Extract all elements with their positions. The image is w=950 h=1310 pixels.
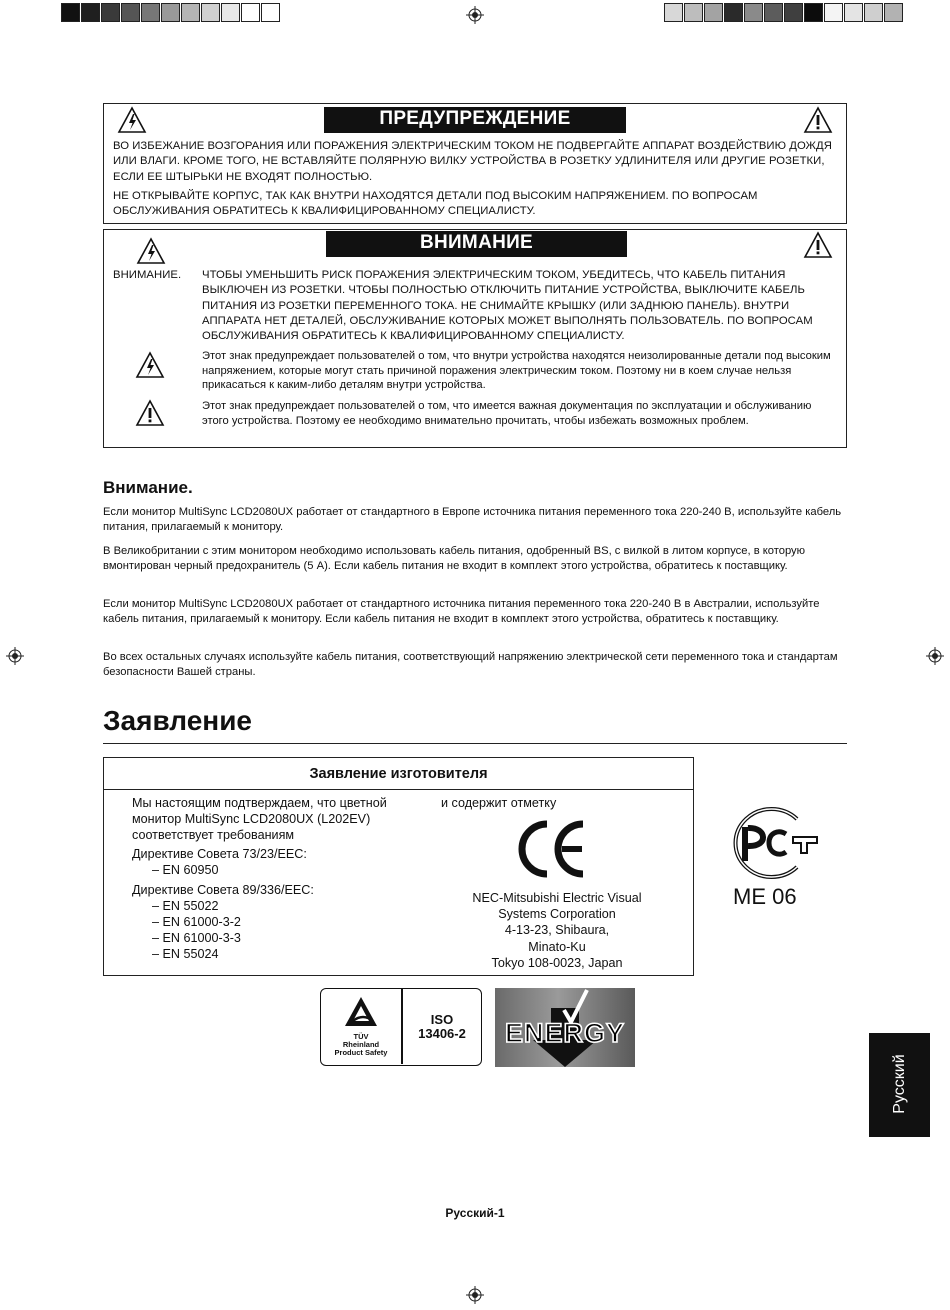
- company-address: [444, 890, 670, 971]
- calibration-swatch: [664, 3, 683, 22]
- declaration-box-divider: [104, 789, 693, 790]
- company-line: Tokyo 108-0023, Japan: [491, 955, 623, 970]
- calibration-swatch: [261, 3, 280, 22]
- warning-box: [103, 103, 847, 224]
- calibration-swatch: [884, 3, 903, 22]
- company-line: 4-13-23, Shibaura,: [504, 923, 610, 938]
- calibration-swatch: [241, 3, 260, 22]
- tuv-text: [321, 1033, 401, 1057]
- calibration-swatch: [804, 3, 823, 22]
- calibration-swatch: [684, 3, 703, 22]
- ce-mark-icon: [516, 818, 588, 880]
- high-voltage-warning-icon: [117, 106, 147, 134]
- calibration-swatch: [81, 3, 100, 22]
- declaration-intro: Мы настоящим подтверждаем, что цветной монитор MultiSync LCD2080UX (L202EV) соответствует требованиям: [132, 796, 387, 843]
- calibration-swatch: [864, 3, 883, 22]
- caution-title: ВНИМАНИЕ: [326, 231, 627, 257]
- caution-label: ВНИМАНИЕ.: [113, 269, 182, 281]
- tuv-triangle-icon: [343, 995, 379, 1029]
- tuv-line: Product Safety: [334, 1048, 388, 1057]
- tuv-line: Rheinland: [342, 1040, 380, 1049]
- warning-paragraph-1: ВО ИЗБЕЖАНИЕ ВОЗГОРАНИЯ ИЛИ ПОРАЖЕНИЯ ЭЛЕКТРИЧЕСКИМ ТОКОМ НЕ ПОДВЕРГАЙТЕ АППАРАТ ВОЗДЕЙСТВИЮ ДОЖДЯ ИЛИ ВЛАГИ. КРОМЕ ТОГО, НЕ ВСТАВЛЯЙТЕ ПОЛЯРНУЮ ВИЛКУ УСТРОЙСТВА В РОЗЕТКУ УДЛИНИТЕЛЯ ИЛИ ДРУГИЕ РОЗЕТКИ, ЕСЛИ ЕЕ ШТЫРЬКИ НЕ ВХОДЯТ ПОЛНОСТЬЮ.: [113, 140, 832, 183]
- rst-certification-icon: [723, 805, 819, 881]
- directive-2-standard: – EN 55022: [152, 899, 219, 913]
- declaration-box-title: Заявление изготовителя: [309, 766, 488, 782]
- company-line: NEC-Mitsubishi Electric Visual: [472, 891, 642, 905]
- manufacturer-declaration-box: [103, 757, 694, 976]
- directive-2-standard: – EN 61000-3-2: [152, 915, 241, 929]
- calibration-swatch: [784, 3, 803, 22]
- directive-2: Директиве Совета 89/336/EEC:: [132, 883, 314, 897]
- attention-paragraph-4: Во всех остальных случаях используйте кабель питания, соответствующий напряжению электрической сети переменного тока и стандартам безопасности Вашей страны.: [103, 651, 838, 678]
- directive-2-standard: – EN 55024: [152, 947, 219, 961]
- exclamation-symbol-icon: [135, 399, 165, 427]
- tuv-line: TÜV: [353, 1032, 369, 1041]
- company-line: Minato-Ku: [528, 939, 586, 954]
- registration-mark-top: [466, 6, 484, 24]
- calibration-swatch: [121, 3, 140, 22]
- calibration-swatch: [844, 3, 863, 22]
- exclamation-warning-icon: [803, 106, 833, 134]
- warning-paragraph-2: НЕ ОТКРЫВАЙТЕ КОРПУС, ТАК КАК ВНУТРИ НАХОДЯТСЯ ДЕТАЛИ ПОД ВЫСОКИМ НАПРЯЖЕНИЕМ. ПО ВОПРОСАМ ОБСЛУЖИВАНИЯ ОБРАТИТЕСЬ К КВАЛИФИЦИРОВАННОМУ СПЕЦИАЛИСТУ.: [113, 190, 758, 218]
- iso-line: 13406-2: [418, 1026, 466, 1041]
- calibration-swatch: [744, 3, 763, 22]
- iso-text: [403, 1013, 481, 1041]
- tuv-iso-logo: [320, 988, 482, 1066]
- language-tab: [869, 1033, 930, 1137]
- calibration-swatch: [704, 3, 723, 22]
- high-voltage-symbol-icon: [135, 351, 165, 379]
- attention-paragraph-3: Если монитор MultiSync LCD2080UX работает от стандартного источника питания переменного тока 220-240 В в Австралии, используйте кабель питания, прилагаемый к монитору. Если кабель питания не входит в комплект этого устройства, обратитесь к поставщику.: [103, 598, 820, 625]
- calibration-swatch: [161, 3, 180, 22]
- attention-paragraph-1: Если монитор MultiSync LCD2080UX работает от стандартного в Европе источника питания переменного тока 220-240 В, используйте кабель питания, прилагаемый к монитору.: [103, 506, 842, 533]
- calibration-swatch: [201, 3, 220, 22]
- calibration-swatch: [141, 3, 160, 22]
- calibration-swatch: [221, 3, 240, 22]
- calibration-swatch: [181, 3, 200, 22]
- high-voltage-warning-icon: [136, 237, 166, 265]
- attention-heading: Внимание.: [103, 478, 193, 497]
- calibration-strip-right: [664, 3, 904, 23]
- high-voltage-symbol-text: Этот знак предупреждает пользователей о том, что внутри устройства находятся неизолированные детали под высоким напряжением, которые могут стать причиной поражения электрическим током. Поэтому ни в коем случае нельзя прикасаться к каким-либо деталям внутри устройства.: [202, 350, 831, 392]
- exclamation-symbol-text: Этот знак предупреждает пользователей о том, что имеется важная документация по эксплуатации и обслуживанию этого устройства. Поэтому ее необходимо внимательно прочитать, чтобы избежать возможных проблем.: [202, 400, 812, 427]
- registration-mark-left: [6, 647, 24, 665]
- language-tab-label: Русский: [891, 1054, 908, 1114]
- attention-paragraph-2: В Великобритании с этим монитором необходимо использовать кабель питания, одобренный BS, с вилкой в литом корпусе, в которую вмонтирован черный предохранитель (5 А). Если кабель питания не входит в комплект этого устройства, обратитесь к поставщику.: [103, 545, 806, 572]
- declaration-heading: Заявление: [103, 705, 252, 736]
- iso-line: ISO: [430, 1012, 454, 1027]
- directive-1: Директиве Совета 73/23/EEC:: [132, 847, 307, 861]
- exclamation-warning-icon: [803, 231, 833, 259]
- directive-2-standard: – EN 61000-3-3: [152, 931, 241, 945]
- calibration-swatch: [61, 3, 80, 22]
- energy-star-logo: [495, 988, 635, 1067]
- caution-text: ЧТОБЫ УМЕНЬШИТЬ РИСК ПОРАЖЕНИЯ ЭЛЕКТРИЧЕСКИМ ТОКОМ, УБЕДИТЕСЬ, ЧТО КАБЕЛЬ ПИТАНИЯ ВЫКЛЮЧЕН ИЗ РОЗЕТКИ. ЧТОБЫ ПОЛНОСТЬЮ ОТКЛЮЧИТЬ ПИТАНИЕ УСТРОЙСТВА, ВЫКЛЮЧИТЕ КАБЕЛЬ ПИТАНИЯ ИЗ РОЗЕТКИ ПЕРЕМЕННОГО ТОКА. НЕ СНИМАЙТЕ КРЫШКУ (ИЛИ ЗАДНЮЮ ПАНЕЛЬ). ВНУТРИ АППАРАТА НЕТ ДЕТАЛЕЙ, ОБСЛУЖИВАНИЕ КОТОРЫХ МОЖЕТ ВЫПОЛНЯТЬ ПОЛЬЗОВАТЕЛЬ. ПО ВОПРОСАМ ОБСЛУЖИВАНИЯ ОБРАТИТЕСЬ К КВАЛИФИЦИРОВАННОМУ СПЕЦИАЛИСТУ.: [202, 269, 813, 343]
- calibration-swatch: [824, 3, 843, 22]
- calibration-swatch: [764, 3, 783, 22]
- registration-mark-right: [926, 647, 944, 665]
- calibration-swatch: [724, 3, 743, 22]
- page-number: Русский-1: [445, 1206, 505, 1220]
- warning-title: ПРЕДУПРЕЖДЕНИЕ: [324, 107, 626, 133]
- rst-code: ME 06: [733, 884, 797, 909]
- caution-box: [103, 229, 847, 448]
- mark-text: и содержит отметку: [441, 796, 557, 810]
- calibration-strip-left: [61, 3, 281, 23]
- company-line: Systems Corporation: [498, 907, 616, 922]
- calibration-swatch: [101, 3, 120, 22]
- directive-1-standard: – EN 60950: [152, 863, 219, 877]
- heading-rule: [103, 743, 847, 744]
- energy-text: ENERGY: [504, 1018, 626, 1048]
- registration-mark-bottom: [466, 1286, 484, 1304]
